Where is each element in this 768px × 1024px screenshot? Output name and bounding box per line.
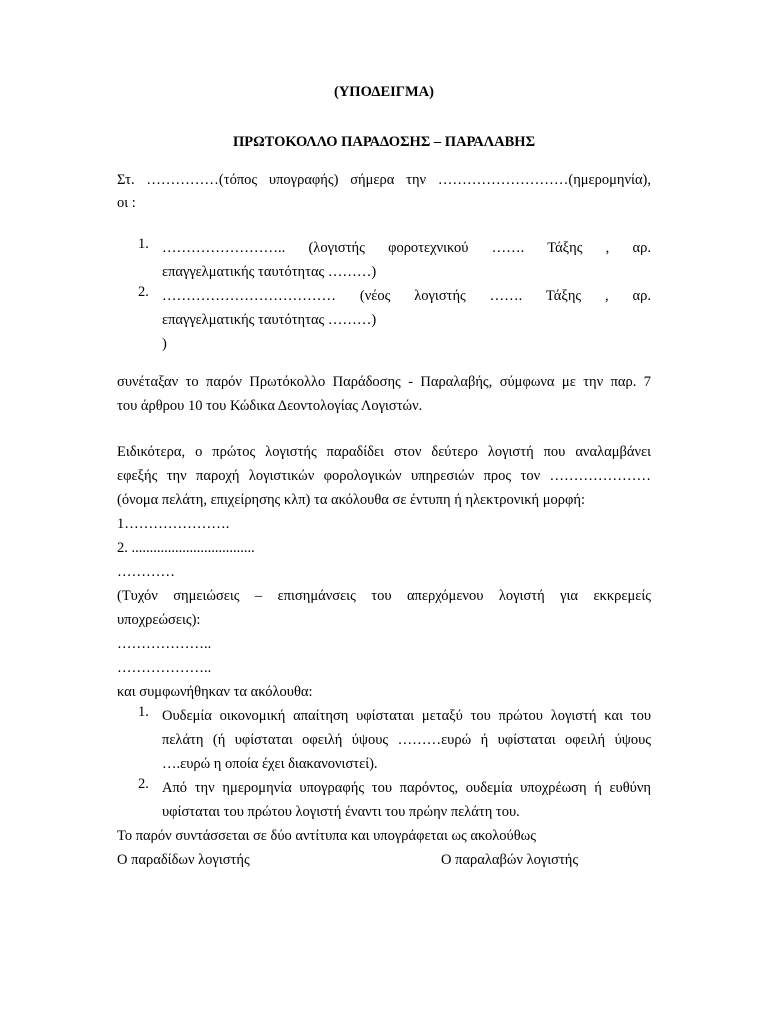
notes-blank-2: ……………….. (117, 660, 212, 676)
parties-list (117, 236, 651, 332)
list-number: 2. (138, 284, 149, 300)
paragraph-1-line-2: του άρθρου 10 του Κώδικα Δεοντολογίας Λογιστών. (117, 398, 423, 414)
list-item (117, 236, 651, 284)
notes-line-1: (Τυχόν σημειώσεις – επισημάνσεις του απερχόμενου λογιστή για εκκρεμείς (117, 588, 651, 604)
list-item (117, 776, 651, 824)
party-1-line-1: …………………….. (λογιστής φοροτεχνικού ……. Τάξης , αρ. (162, 240, 651, 256)
parties-closing-paren: ) (162, 336, 167, 352)
intro (117, 168, 651, 214)
agreed-2-line-2: υφίσταται του πρώτου λογιστή έναντι του πρώην πελάτη του. (162, 804, 520, 820)
paragraph-2-line-2: εφεξής την παροχή λογιστικών φορολογικών υπηρεσιών προς τον ………………… (117, 468, 651, 484)
closing-statement: Το παρόν συντάσσεται σε δύο αντίτυπα και υπογράφεται ως ακολούθως (117, 828, 536, 844)
paragraph-1 (117, 370, 651, 418)
document-title: ΠΡΩΤΟΚΟΛΛΟ ΠΑΡΑΔΟΣΗΣ – ΠΑΡΑΛΑΒΗΣ (232, 134, 536, 150)
paragraph-2-line-1: Ειδικότερα, ο πρώτος λογιστής παραδίδει στον δεύτερο λογιστή που αναλαμβάνει (117, 444, 651, 460)
paragraph-2-line-3: (όνομα πελάτη, επιχείρησης κλπ) τα ακόλουθα σε έντυπη ή ηλεκτρονική μορφή: (117, 492, 585, 508)
party-2-line-1: ……………………………… (νέος λογιστής ……. Τάξης , αρ. (162, 288, 651, 304)
handover-item-2: 2. .................................. (117, 540, 255, 556)
list-number: 1. (138, 704, 149, 720)
list-item (117, 704, 651, 776)
paragraph-2 (117, 440, 651, 704)
agreed-1-line-1: Ουδεμία οικονομική απαίτηση υφίσταται μεταξύ του πρώτου λογιστή και του (162, 708, 651, 724)
paragraph-1-line-1: συνέταξαν το παρόν Πρωτόκολλο Παράδοσης - Παραλαβής, σύμφωνα με την παρ. 7 (117, 374, 651, 390)
handover-item-1: 1…………………. (117, 516, 230, 532)
agreed-list (117, 704, 651, 824)
list-number: 2. (138, 776, 149, 792)
party-1-line-2: επαγγελματικής ταυτότητας ………) (162, 264, 377, 280)
signatures (117, 848, 651, 872)
intro-line-1: Στ. ……………(τόπος υπογραφής) σήμερα την ………………………(ημερομηνία), (117, 172, 651, 188)
agreed-intro: και συμφωνήθηκαν τα ακόλουθα: (117, 684, 313, 700)
agreed-1-line-3: ….ευρώ η οποία έχει διακανονιστεί). (162, 756, 378, 772)
list-item (117, 284, 651, 332)
notes-blank-1: ……………….. (117, 636, 212, 652)
intro-line-2: οι : (117, 195, 136, 211)
notes-line-2: υποχρεώσεις): (117, 612, 201, 628)
party-2-line-2: επαγγελματικής ταυτότητας ………) (162, 312, 377, 328)
list-number: 1. (138, 236, 149, 252)
agreed-2-line-1: Από την ημερομηνία υπογραφής του παρόντος, ουδεμία υποχρέωση ή ευθύνη (162, 780, 651, 796)
agreed-1-line-2: πελάτη (ή υφίσταται οφειλή ύψους ………ευρώ ή υφίσταται οφειλή ύψους (162, 732, 651, 748)
handover-item-3: ………… (117, 564, 175, 580)
document-subtitle: (ΥΠΟΔΕΙΓΜΑ) (334, 84, 434, 100)
signature-right-label: Ο παραλαβών λογιστής (441, 852, 579, 868)
signature-left-label: Ο παραδίδων λογιστής (117, 852, 250, 868)
document-body (117, 82, 651, 872)
